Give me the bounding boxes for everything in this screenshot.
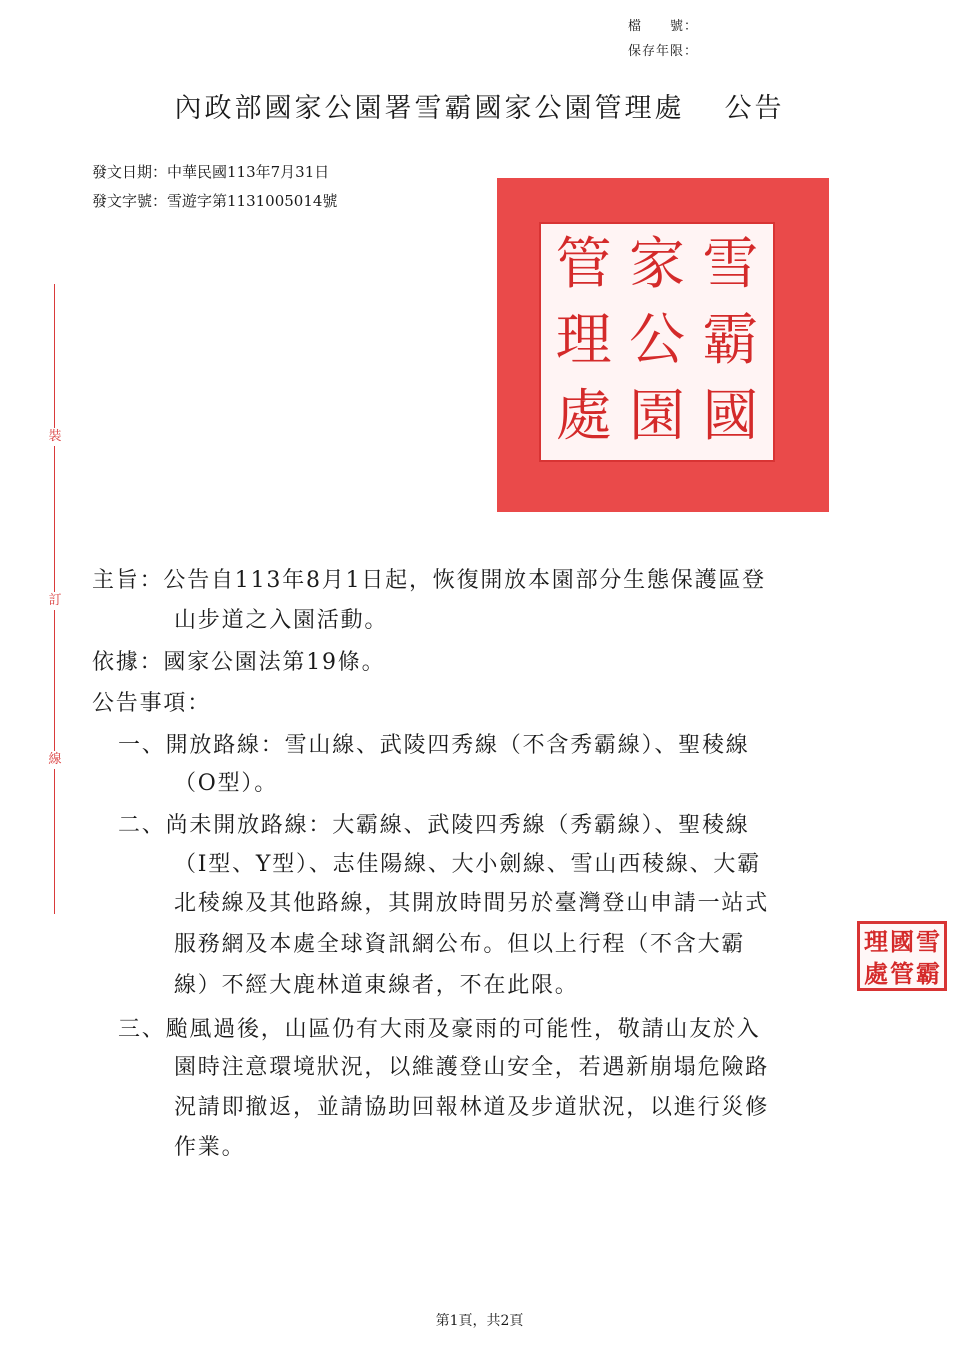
seal-char: 家 — [629, 232, 685, 297]
file-number-label: 檔 號： — [628, 19, 699, 34]
basis: 依據：國家公園法第19條。 — [92, 650, 386, 675]
seal-char: 理 — [555, 308, 612, 373]
item-2-line-3: 北稜線及其他路線，其開放時間另於臺灣登山申請一站式 — [174, 891, 770, 916]
official-seal-small — [857, 921, 947, 991]
retention-label: 保存年限： — [628, 44, 699, 59]
page-number: 第1頁，共2頁 — [435, 1313, 524, 1329]
seal-char: 霸 — [916, 959, 940, 988]
item-1-line-1: 一、開放路線：雪山線、武陵四秀線（不含秀霸線）、聖稜線 — [118, 733, 750, 758]
seal-char: 管 — [890, 959, 914, 988]
item-3-line-2: 園時注意環境狀況，以維護登山安全，若遇新崩塌危險路 — [174, 1055, 770, 1080]
document-title — [0, 86, 959, 125]
item-3-line-1: 三、颱風過後，山區仍有大雨及豪雨的可能性，敬請山友於入 — [118, 1017, 761, 1042]
seal-char: 園 — [629, 384, 685, 449]
seal-char: 處 — [555, 384, 612, 449]
subject-line-1: 主旨：公告自113年8月1日起，恢復開放本園部分生態保護區登 — [92, 568, 766, 593]
item-2-line-1: 二、尚未開放路線：大霸線、武陵四秀線（秀霸線）、聖稜線 — [118, 813, 750, 838]
seal-char: 理 — [864, 927, 888, 956]
item-3-line-3: 況請即撤返，並請協助回報林道及步道狀況，以進行災修 — [174, 1095, 770, 1120]
binding-char-xian: 線 — [44, 751, 66, 769]
binding-char-ding: 訂 — [44, 592, 66, 610]
seal-inner-frame — [539, 222, 775, 462]
agency-name: 內政部國家公園署雪霸國家公園管理處 — [174, 93, 685, 124]
seal-char: 國 — [702, 384, 759, 449]
document-meta — [92, 158, 337, 216]
archive-info — [628, 14, 698, 64]
seal-char: 雪 — [702, 232, 759, 297]
item-2-line-4: 服務網及本處全球資訊網公布。但以上行程（不含大霸 — [174, 932, 746, 957]
official-seal-large — [497, 178, 829, 512]
seal-char: 霸 — [702, 308, 759, 373]
seal-char: 管 — [555, 232, 612, 297]
seal-char: 公 — [629, 308, 685, 373]
item-1-line-2: （O型）。 — [174, 771, 279, 796]
item-3-line-4: 作業。 — [174, 1135, 246, 1160]
subject-line-2: 山步道之入園活動。 — [174, 608, 389, 633]
item-2-line-5: 線）不經大鹿林道東線者，不在此限。 — [174, 973, 579, 998]
seal-char: 雪 — [916, 927, 940, 956]
seal-char: 處 — [864, 959, 888, 988]
item-2-line-2: （I型、Y型）、志佳陽線、大小劍線、雪山西稜線、大霸 — [174, 852, 762, 877]
seal-char: 國 — [890, 927, 914, 956]
items-heading: 公告事項： — [92, 691, 212, 716]
document-type: 公告 — [724, 93, 785, 124]
binding-char-zhuang: 裝 — [44, 428, 66, 446]
doc-number: 發文字號：雪遊字第1131005014號 — [92, 192, 338, 210]
issue-date: 發文日期：中華民國113年7月31日 — [92, 163, 330, 181]
